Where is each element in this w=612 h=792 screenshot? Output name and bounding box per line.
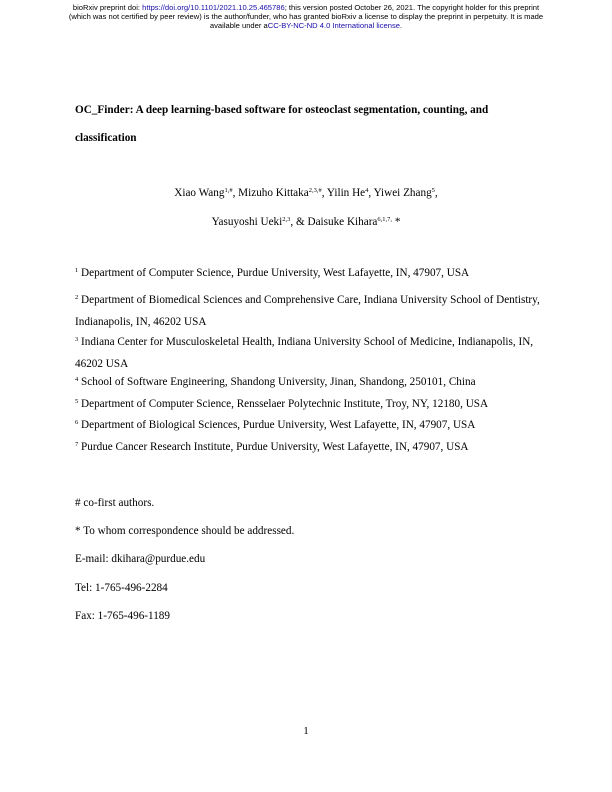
- paper-title-line-1: OC_Finder: A deep learning-based software for osteoclast segmentation, counting, and: [75, 104, 489, 116]
- authors-line-2: Yasuyoshi Ueki$^{2,3}$, & Daisuke Kihara$^{6,1,7,}$ *: [211, 216, 401, 228]
- author-name: Yilin He: [326, 187, 366, 199]
- affiliation-6: $^6$ Department of Biological Sciences, Purdue University, West Lafayette, IN, 47907, USA: [75, 419, 476, 431]
- banner-line-2: (which was not certified by peer review) is the author/funder, who has granted bioRxiv a license to display the preprint in perpetuity. It is made: [68, 12, 544, 21]
- doi-link[interactable]: https://doi.org/10.1101/2021.10.25.465786: [142, 3, 285, 12]
- author-name: Yasuyoshi Ueki: [211, 216, 283, 228]
- author-name: Mizuho Kittaka: [238, 187, 309, 199]
- banner-line-3: available under aCC-BY-NC-ND 4.0 International license.: [209, 21, 403, 30]
- cofirst-note: # co-first authors.: [75, 497, 155, 509]
- author-affiliation-marker: 2,3,#: [308, 187, 322, 194]
- affiliation-1: $^1$ Department of Computer Science, Purdue University, West Lafayette, IN, 47907, USA: [75, 267, 470, 279]
- banner-line-1: bioRxiv preprint doi: https://doi.org/10.1101/2021.10.25.465786; this version posted October 26, 2021. The copyright holder for this preprint: [72, 3, 540, 12]
- authors-line-1: Xiao Wang$^{1,\#}$, Mizuho Kittaka$^{2,3,\#}$, Yilin He$^4$, Yiwei Zhang$^5$,: [174, 187, 438, 199]
- fax-line: Fax: 1-765-496-1189: [75, 610, 170, 622]
- author-affiliation-marker: 5: [431, 187, 435, 194]
- author-name: Daisuke Kihara: [307, 216, 378, 228]
- author-name: Xiao Wang: [174, 187, 225, 199]
- author-affiliation-marker: 2,3: [282, 216, 291, 223]
- affiliation-3: $^3$ Indiana Center for Musculoskeletal Health, Indiana University School of Medicine, Indianapolis, IN, 46202 USA: [75, 336, 534, 370]
- author-name: Yiwei Zhang: [373, 187, 432, 199]
- author-affiliation-marker: 1,#: [224, 187, 233, 194]
- page-number: 1: [303, 725, 309, 737]
- license-link[interactable]: CC-BY-NC-ND 4.0 International license: [267, 21, 400, 30]
- affiliation-2: $^2$ Department of Biomedical Sciences and Comprehensive Care, Indiana University School of Dentistry, Indianapolis, IN, 46202 USA: [75, 294, 540, 328]
- correspondence-note: * To whom correspondence should be addressed.: [75, 525, 295, 537]
- affiliation-5: $^5$ Department of Computer Science, Rensselaer Polytechnic Institute, Troy, NY, 12180, USA: [75, 398, 489, 410]
- author-affiliation-marker: 6,1,7,: [377, 216, 393, 223]
- affiliation-7: $^7$ Purdue Cancer Research Institute, Purdue University, West Lafayette, IN, 47907, USA: [75, 441, 469, 453]
- tel-line: Tel: 1-765-496-2284: [75, 582, 168, 594]
- email-line: E-mail: dkihara@purdue.edu: [75, 553, 206, 565]
- author-affiliation-marker: 4: [365, 187, 369, 194]
- affiliation-4: $^4$ School of Software Engineering, Shandong University, Jinan, Shandong, 250101, China: [75, 376, 476, 388]
- paper-title-line-2: classification: [75, 132, 137, 144]
- preprint-banner: [0, 3, 612, 30]
